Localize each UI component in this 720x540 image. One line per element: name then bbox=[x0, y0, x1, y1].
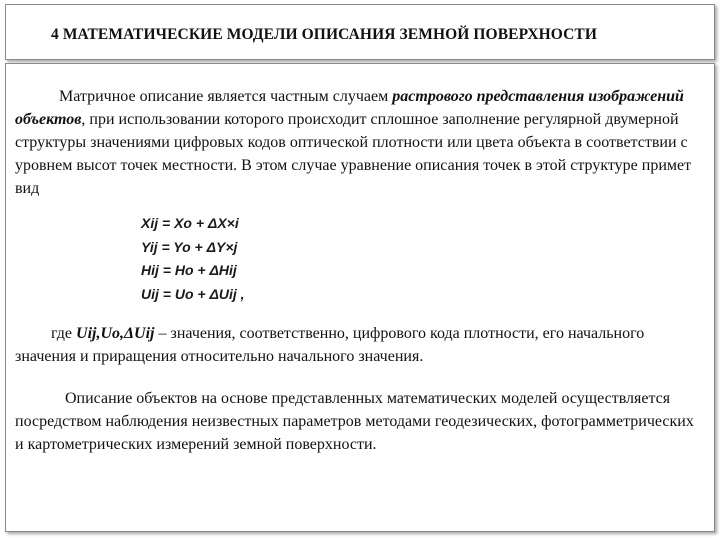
formula-u: Uij = Uo + ΔUij , bbox=[141, 285, 245, 302]
formula-x: Xij = Xo + ΔX×i bbox=[141, 215, 239, 231]
paragraph1-text-a: Матричное описание является частным случаем bbox=[59, 88, 393, 105]
paragraph-raster-description bbox=[15, 85, 705, 200]
paragraph2-symbols: Uij,Uo,ΔUij bbox=[76, 325, 155, 342]
content-panel bbox=[5, 63, 715, 532]
paragraph2-text: – значения, соответственно, цифрового кода плотности, его начального значения и приращения относительно начального значения. bbox=[15, 325, 645, 365]
paragraph3-text: Описание объектов на основе представленных математических моделей осуществляется посредством наблюдения неизвестных параметров методами геодезических, фотограмметрических и картометрических измерений земной поверхности. bbox=[15, 390, 694, 453]
paragraph-measurement-methods bbox=[15, 387, 705, 456]
paragraph-symbol-definitions bbox=[15, 322, 705, 368]
formula-block bbox=[141, 212, 245, 306]
section-title: 4 МАТЕМАТИЧЕСКИЕ МОДЕЛИ ОПИСАНИЯ ЗЕМНОЙ ПОВЕРХНОСТИ bbox=[51, 26, 598, 43]
formula-y: Yij = Yo + ΔY×j bbox=[141, 238, 238, 255]
paragraph1-emphasis: растрового представления изображений объектов bbox=[15, 88, 684, 128]
title-bar bbox=[5, 4, 715, 60]
paragraph1-text-b: , при использовании которого происходит сплошное заполнение регулярной двумерной структуры значениями цифровых кодов оптической плотности или цвета объекта в соответствии с уровнем высот точек местности. В этом случае уравнение описания точек в этой структуре примет вид bbox=[15, 111, 692, 197]
formula-h: Hij = Ho + ΔHij bbox=[141, 262, 237, 278]
paragraph2-lead: где bbox=[51, 325, 77, 342]
